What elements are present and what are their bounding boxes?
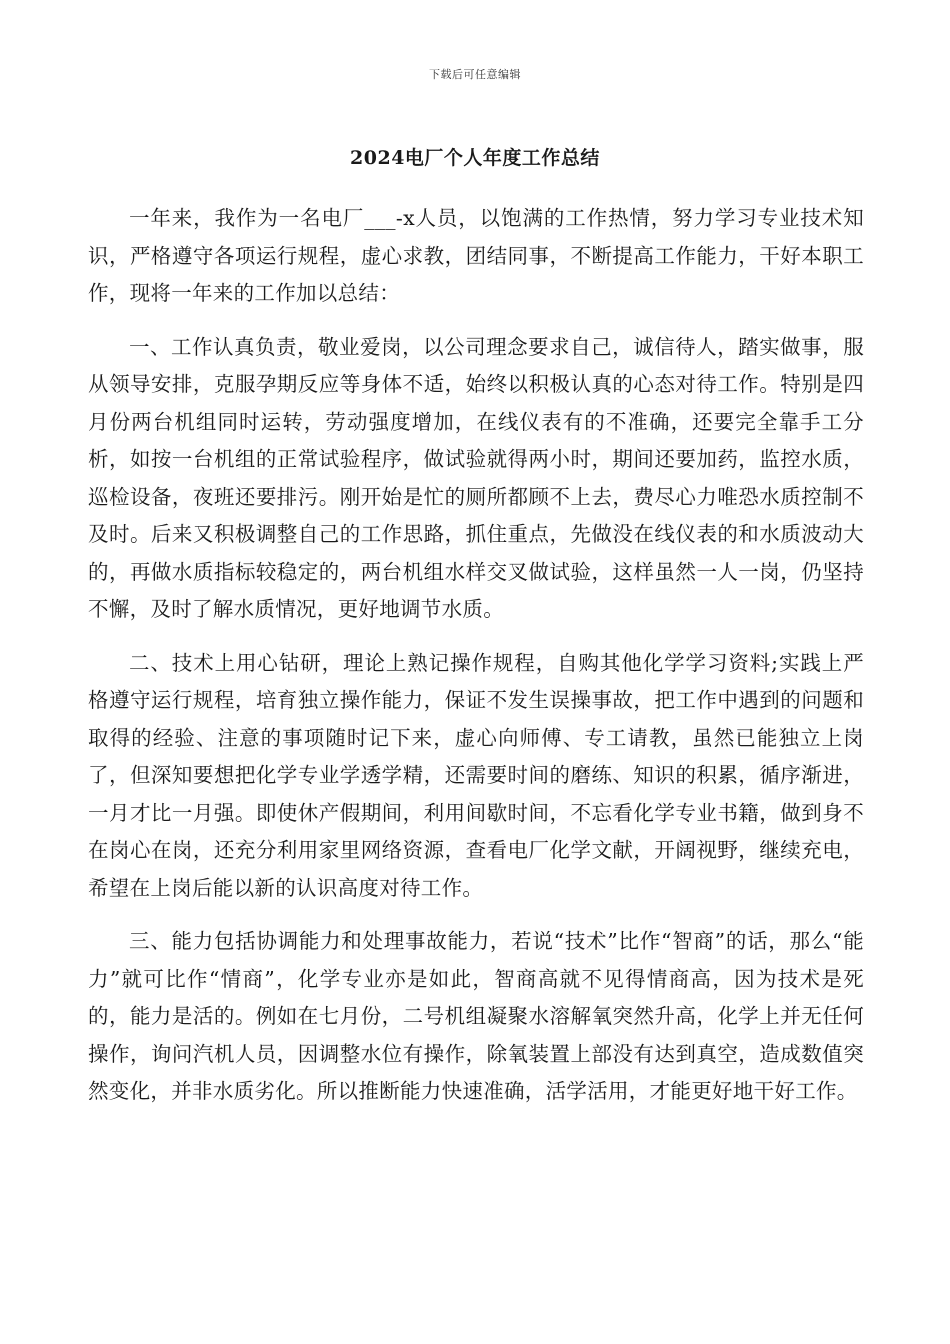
document-body (88, 200, 864, 1127)
header-note: 下载后可任意编辑 (429, 68, 521, 81)
paragraph-section-one: 一、工作认真负责，敬业爱岗，以公司理念要求自己，诚信待人，踏实做事，服从领导安排，克服孕期反应等身体不适，始终以积极认真的心态对待工作。特别是四月份两台机组同时运转，劳动强度增加，在线仪表有的不准确，还要完全靠手工分析，如按一台机组的正常试验程序，做试验就得两小时，期间还要加药，监控水质，巡检设备，夜班还要排污。刚开始是忙的厕所都顾不上去，费尽心力唯恐水质控制不及时。后来又积极调整自己的工作思路，抓住重点，先做没在线仪表的和水质波动大的，再做水质指标较稳定的，两台机组水样交叉做试验，这样虽然一人一岗，仍坚持不懈，及时了解水质情况，更好地调节水质。 (88, 334, 864, 621)
paragraph-section-two: 二、技术上用心钻研，理论上熟记操作规程，自购其他化学学习资料;实践上严格遵守运行规程，培育独立操作能力，保证不发生误操事故，把工作中遇到的问题和取得的经验、注意的事项随时记下来，虚心向师傅、专工请教，虽然已能独立上岗了，但深知要想把化学专业学透学精，还需要时间的磨练、知识的积累，循序渐进，一月才比一月强。即使休产假期间，利用间歇时间，不忘看化学专业书籍，做到身不在岗心在岗，还充分利用家里网络资源，查看电厂化学文献，开阔视野，继续充电，希望在上岗后能以新的认识高度对待工作。 (88, 650, 864, 900)
paragraph-section-three: 三、能力包括协调能力和处理事故能力，若说“技术”比作“智商”的话，那么“能力”就可比作“情商”，化学专业亦是如此，智商高就不见得情商高，因为技术是死的，能力是活的。例如在七月份，二号机组凝聚水溶解氧突然升高，化学上并无任何操作，询问汽机人员，因调整水位有操作，除氧装置上部没有达到真空，造成数值突然变化，并非水质劣化。所以推断能力快速准确，活学活用，才能更好地干好工作。 (88, 929, 864, 1103)
paragraph-intro: 一年来，我作为一名电厂___-x人员，以饱满的工作热情，努力学习专业技术知识，严格遵守各项运行规程，虚心求教，团结同事，不断提高工作能力，干好本职工作，现将一年来的工作加以总结： (88, 206, 864, 305)
document-title: 2024电厂个人年度工作总结 (350, 147, 600, 169)
